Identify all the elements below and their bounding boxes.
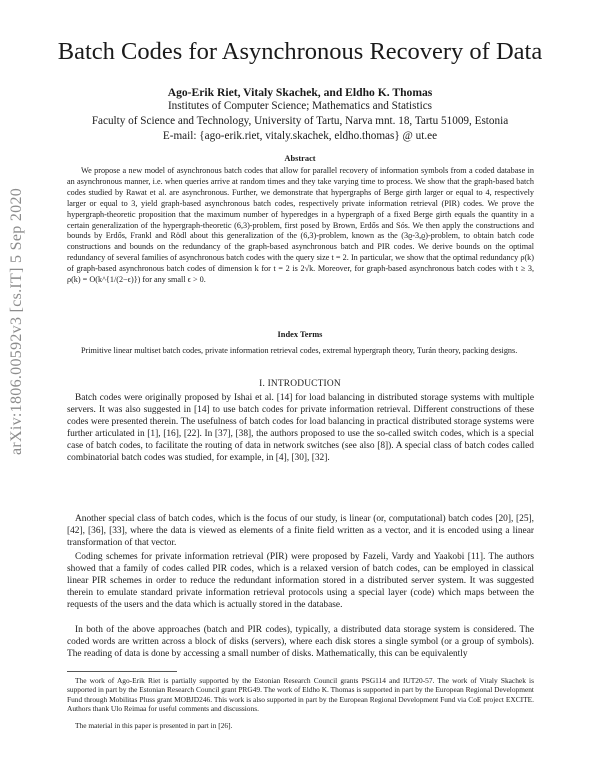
intro-paragraph-2: Another special class of batch codes, which is the focus of our study, is linear (or, computational) batch codes [20], [25], [42], [36], [33], where the data is viewed as elements of a finite field written as a vector, and it is encoded using a linear transformation of that vector. — [67, 514, 534, 548]
paper-title: Batch Codes for Asynchronous Recovery of Data — [57, 38, 543, 65]
intro-paragraph-4: In both of the above approaches (batch and PIR codes), typically, a distributed data storage system is considered. The coded words are written across a block of disks (servers), where each disk stores a single symbol (or a group of symbols). The reading of data is done by accessing a small number of disks. Mathematically, this can be equivalently — [67, 625, 534, 659]
intro-paragraph-1: Batch codes were originally proposed by Ishai et al. [14] for load balancing in distributed storage systems with multiple servers. It was also suggested in [14] to use batch codes for private information retrieval. Different constructions of these codes were presented therein. The usefulness of batch codes for load balancing in practical distributed storage systems were further articulated in [1], [16], [22]. In [37], [38], the authors proposed to use the so-called switch codes, which is a special case of batch codes, to facilitate the routing of data in network switches (see also [8]). A special class of batch codes called combinatorial batch codes was studied, for example, in [4], [30], [32]. — [67, 393, 534, 463]
author-emails: E-mail: {ago-erik.riet, vitaly.skachek, eldho.thomas} @ ut.ee — [162, 130, 438, 142]
footnote-divider — [67, 671, 177, 672]
author-list: Ago-Erik Riet, Vitaly Skachek, and Eldho K. Thomas — [167, 86, 433, 99]
affiliation-institutes: Institutes of Computer Science; Mathematics and Statistics — [167, 100, 433, 112]
abstract-heading: Abstract — [284, 154, 316, 163]
footnote-funding: The work of Ago-Erik Riet is partially supported by the Estonian Research Council grants PSG114 and IUT20-57. The work of Vitaly Skachek is supported in part by the Estonian Research Council grant PRG49. The work of Eldho K. Thomas is supported in part by the European Regional Development Fund through Mobilitas Pluss grant MOBJD246. This work is also supported in part by the European Regional Development Fund via CoE project EXCITE. Authors thank Ulo Reimaa for useful comments and discussions. — [67, 676, 534, 713]
arxiv-stamp: arXiv:1806.00592v3 [cs.IT] 5 Sep 2020 — [8, 187, 25, 455]
section-heading-introduction: I. INTRODUCTION — [259, 379, 341, 389]
footnote-presented: The material in this paper is presented in part in [26]. — [75, 721, 233, 730]
affiliation-faculty: Faculty of Science and Technology, University of Tartu, Narva mnt. 18, Tartu 51009, Estonia — [91, 115, 509, 127]
index-terms-heading: Index Terms — [277, 330, 323, 339]
index-terms-text: Primitive linear multiset batch codes, private information retrieval codes, extremal hypergraph theory, Turán theory, packing designs. — [81, 346, 518, 355]
intro-paragraph-3: Coding schemes for private information retrieval (PIR) were proposed by Fazeli, Vardy and Yaakobi [11]. The authors showed that a family of codes called PIR codes, which is a relaxed version of batch codes, can be employed in classical linear PIR schemes in order to reduce the redundant information stored in a distributed server system. It was suggested therein to emulate standard private information retrieval protocols using a special layer (code) which maps between the requests of the users and the data which is actually stored in the database. — [67, 552, 534, 610]
abstract-text: We propose a new model of asynchronous batch codes that allow for parallel recovery of information symbols from a coded database in an asynchronous manner, i.e. when queries arrive at random times and they take varying time to process. We show that the graph-based batch codes studied by Rawat et al. are asynchronous. Further, we demonstrate that hypergraphs of Berge girth larger or equal to 4, respectively larger or equal to 3, yield graph-based asynchronous batch codes, respectively private information retrieval (PIR) codes. We prove the hypergraph-theoretic proposition that the maximum number of hyperedges in a hypergraph of a fixed Berge girth equals the quantity in a certain generalization of the hypergraph-theoretic (6,3)-problem, first posed by Brown, Erdős and Sós. We then apply the constructions and bounds by Erdős, Frankl and Rödl about this generalization of the (6,3)-problem, known as the (3ϱ-3,ϱ)-problem, to obtain batch code constructions and bounds on the redundancy of the graph-based asynchronous batch and PIR codes. We derive bounds on the optimal redundancy of several families of asynchronous batch codes with the query size t = 2. In particular, we show that the optimal redundancy ρ(k) of graph-based asynchronous batch codes of dimension k for t = 2 is 2√k. Moreover, for graph-based asynchronous batch codes with t ≥ 3, ρ(k) = O(k^{1/(2−ϵ)}) for any small ϵ > 0. — [67, 166, 534, 285]
